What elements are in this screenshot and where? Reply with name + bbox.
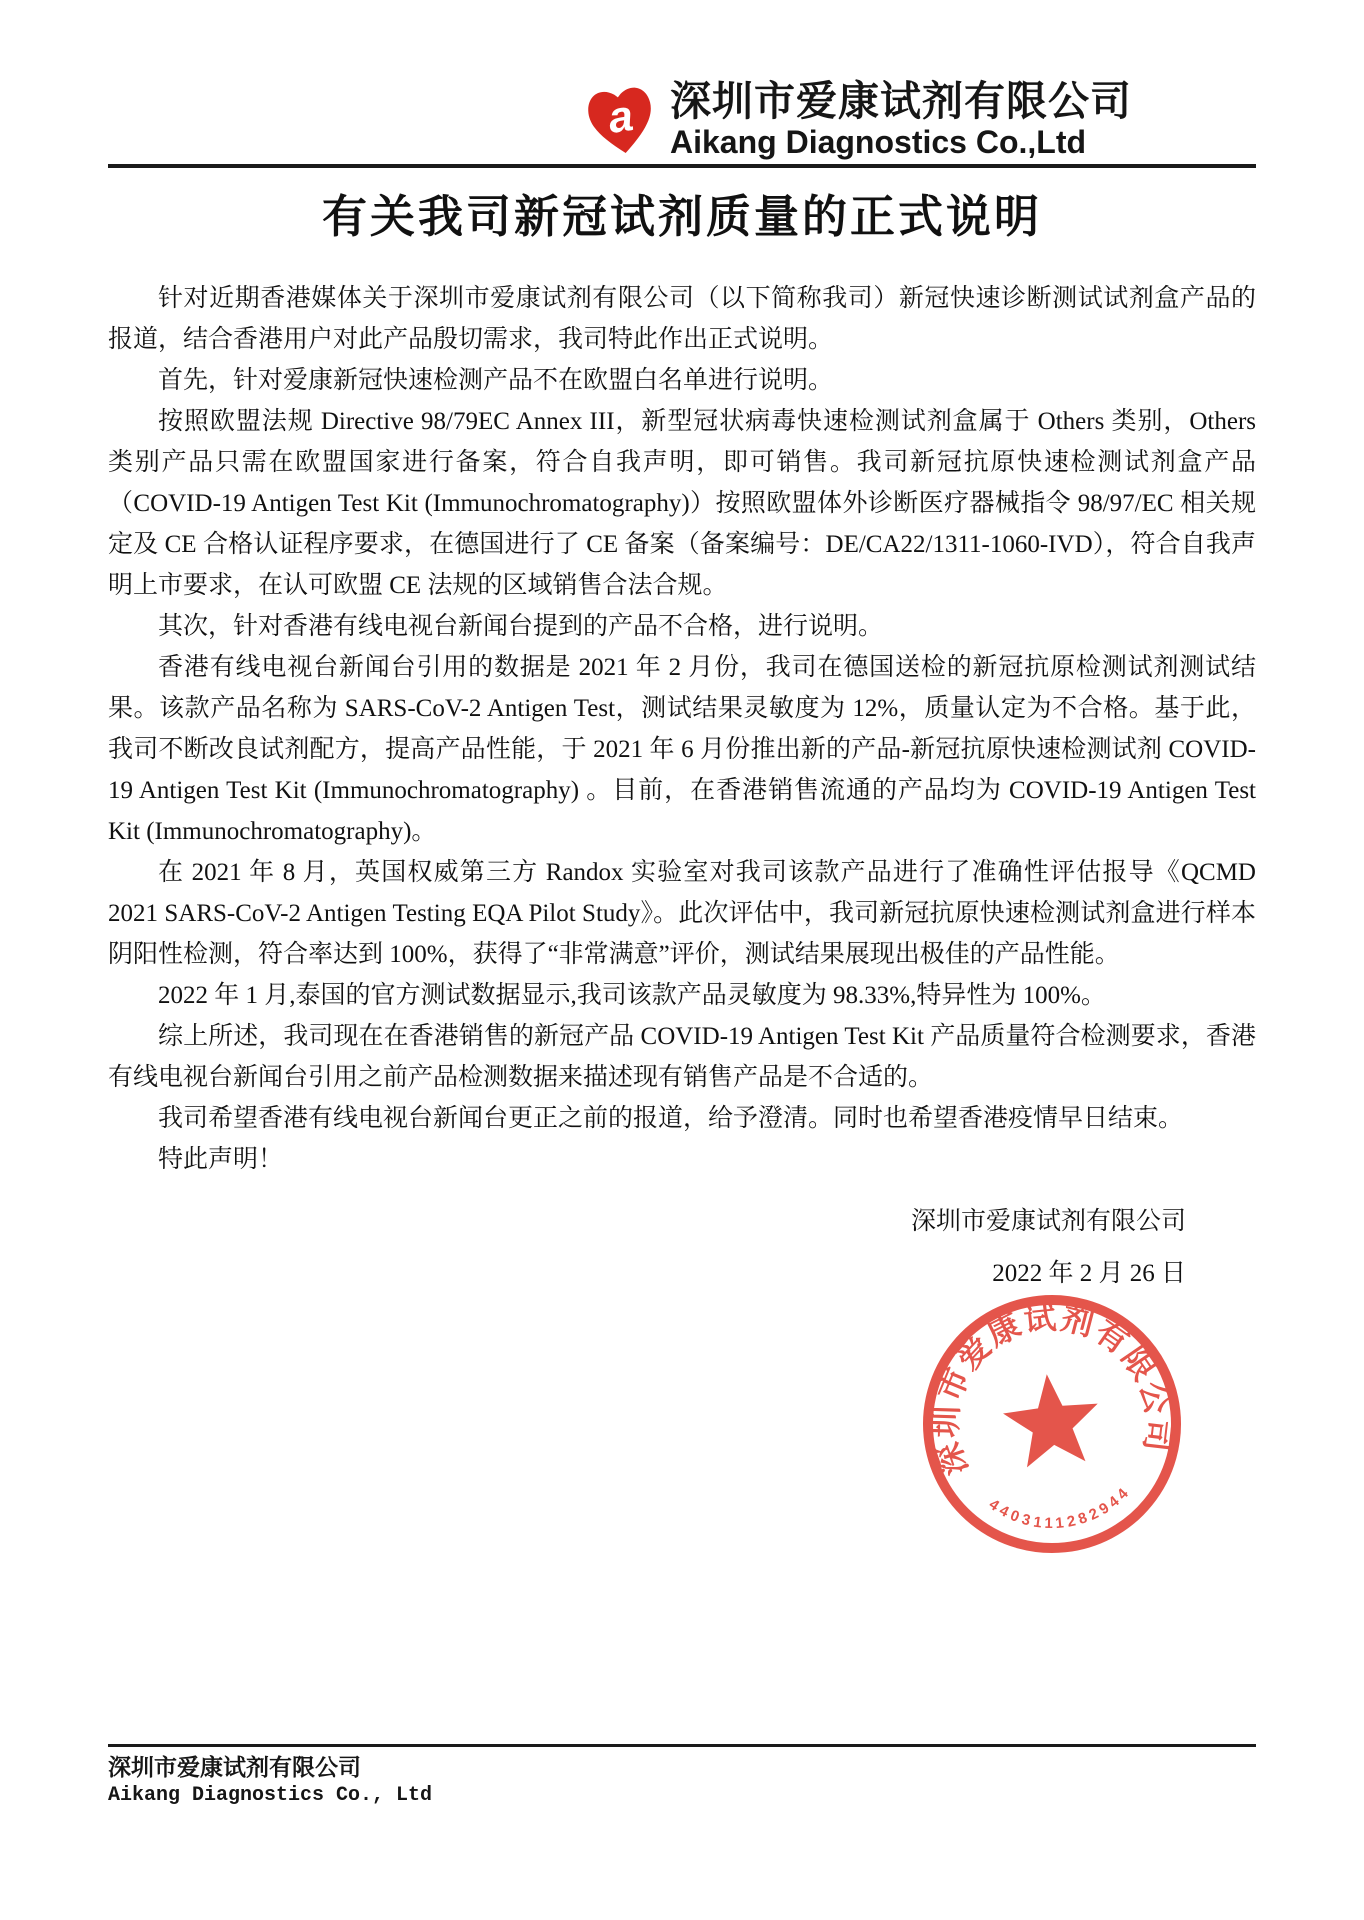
paragraph: 2022 年 1 月,泰国的官方测试数据显示,我司该款产品灵敏度为 98.33%,特异性为 100%。 bbox=[158, 982, 1106, 1009]
page-title: 有关我司新冠试剂质量的正式说明 bbox=[321, 192, 1042, 242]
signature-company: 深圳市爱康试剂有限公司 bbox=[910, 1208, 1186, 1235]
header-company-en: Aikang Diagnostics Co.,Ltd bbox=[670, 123, 1087, 160]
footer-company-en: Aikang Diagnostics Co., Ltd bbox=[108, 1784, 433, 1807]
header-company-cn: 深圳市爱康试剂有限公司 bbox=[670, 77, 1132, 124]
header-company-names bbox=[670, 77, 1132, 160]
signature-block bbox=[108, 1196, 1256, 1300]
paragraph: 其次，针对香港有线电视台新闻台提到的产品不合格，进行说明。 bbox=[158, 613, 884, 640]
seal-ring-text: 深圳市爱康试剂有限公司 bbox=[927, 1298, 1178, 1480]
logo-letter: a bbox=[605, 91, 637, 143]
footer-company-cn: 深圳市爱康试剂有限公司 bbox=[108, 1754, 361, 1780]
paragraph: 特此声明！ bbox=[158, 1146, 284, 1173]
letterhead bbox=[582, 76, 1132, 162]
company-seal bbox=[916, 1288, 1188, 1560]
seal-star bbox=[999, 1369, 1103, 1469]
seal-serial-number: 4403111282944 bbox=[985, 1482, 1135, 1533]
letter-content bbox=[108, 186, 1256, 1300]
letter-body bbox=[108, 278, 1256, 1180]
paragraph: 在 2021 年 8 月，英国权威第三方 Randox 实验室对我司该款产品进行了准确性评估报导《QCMD 2021 SARS-CoV-2 Antigen Testing EQA Pilot Study》。此次评估中，我司新冠抗原快速检测试剂盒进行样本阴阳性检测，符合率达到 100%，获得了“非常满意”评价，测试结果展现出极佳的产品性能。 bbox=[108, 859, 1256, 968]
footer bbox=[108, 1752, 432, 1810]
paragraph: 针对近期香港媒体关于深圳市爱康试剂有限公司（以下简称我司）新冠快速诊断测试试剂盒产品的报道，结合香港用户对此产品殷切需求，我司特此作出正式说明。 bbox=[108, 285, 1256, 353]
paragraph: 首先，针对爱康新冠快速检测产品不在欧盟白名单进行说明。 bbox=[158, 367, 834, 394]
signature-date: 2022 年 2 月 26 日 bbox=[992, 1260, 1186, 1287]
paragraph: 我司希望香港有线电视台新闻台更正之前的报道，给予澄清。同时也希望香港疫情早日结束。 bbox=[158, 1105, 1184, 1132]
paragraph: 综上所述，我司现在在香港销售的新冠产品 COVID-19 Antigen Test Kit 产品质量符合检测要求，香港有线电视台新闻台引用之前产品检测数据来描述现有销售产品是不合适的。 bbox=[108, 1023, 1256, 1091]
paragraph: 按照欧盟法规 Directive 98/79EC Annex III，新型冠状病毒快速检测试剂盒属于 Others 类别，Others 类别产品只需在欧盟国家进行备案，符合自我声明，即可销售。我司新冠抗原快速检测试剂盒产品（COVID-19 Antigen Test Kit (Immunochromatography)）按照欧盟体外诊断医疗器械指令 98/97/EC 相关规定及 CE 合格认证程序要求，在德国进行了 CE 备案（备案编号：DE/CA22/1311-1060-IVD），符合自我声明上市要求，在认可欧盟 CE 法规的区域销售合法合规。 bbox=[108, 408, 1256, 599]
paragraph: 香港有线电视台新闻台引用的数据是 2021 年 2 月份，我司在德国送检的新冠抗原检测试剂测试结果。该款产品名称为 SARS-CoV-2 Antigen Test，测试结果灵敏度为 12%，质量认定为不合格。基于此，我司不断改良试剂配方，提高产品性能，于 2021 年 6 月份推出新的产品-新冠抗原快速检测试剂 COVID-19 Antigen Test Kit (Immunochromatography) 。目前，在香港销售流通的产品均为 COVID-19 Antigen Test Kit (Immunochromatography)。 bbox=[108, 654, 1256, 845]
header-divider bbox=[108, 164, 1256, 168]
aikang-heart-logo-icon bbox=[582, 76, 660, 162]
footer-divider bbox=[108, 1744, 1256, 1747]
